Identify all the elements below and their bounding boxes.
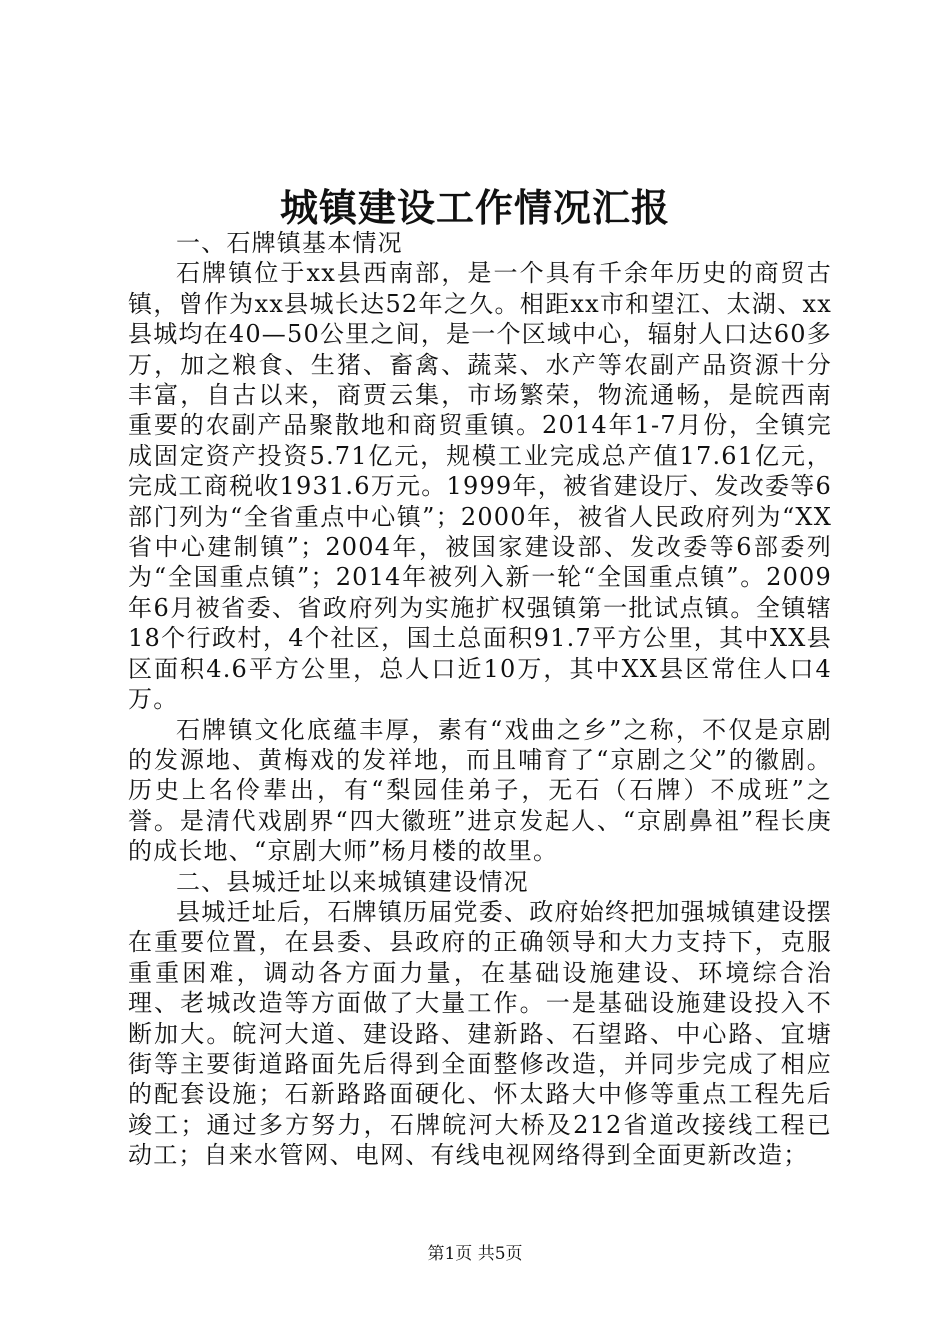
paragraph: 县城迁址后，石牌镇历届党委、政府始终把加强城镇建设摆在重要位置，在县委、县政府的正确领导和大力支持下，克服重重困难，调动各方面力量，在基础设施建设、环境综合治理、老城改造等方面做了大量工作。一是基础设施建设投入不断加大。皖河大道、建设路、建新路、石望路、中心路、宜塘街等主要街道路面先后得到全面整修改造，并同步完成了相应的配套设施；石新路路面硬化、怀太路大中修等重点工程先后竣工；通过多方努力，石牌皖河大桥及212省道改接线工程已动工；自来水管网、电网、有线电视网络得到全面更新改造； xyxy=(128,897,832,1170)
paragraph: 石牌镇文化底蕴丰厚，素有“戏曲之乡”之称，不仅是京剧的发源地、黄梅戏的发祥地，而且哺育了“京剧之父”的徽剧。历史上名伶辈出，有“梨园佳弟子，无石（石牌）不成班”之誉。是清代戏剧界“四大徽班”进京发起人、“京剧鼻祖”程长庚的成长地、“京剧大师”杨月楼的故里。 xyxy=(128,715,832,866)
section-heading: 二、县城迁址以来城镇建设情况 xyxy=(176,867,529,896)
section-heading: 一、石牌镇基本情况 xyxy=(176,229,403,257)
paragraph: 石牌镇位于xx县西南部，是一个具有千余年历史的商贸古镇，曾作为xx县城长达52年之久。相距xx市和望江、太湖、xx县城均在40—50公里之间，是一个区域中心，辐射人口达60多万，加之粮食、生猪、畜禽、蔬菜、水产等农副产品资源十分丰富，自古以来，商贾云集，市场繁荣，物流通畅，是皖西南重要的农副产品聚散地和商贸重镇。2014年1-7月份，全镇完成固定资产投资5.71亿元，规模工业完成总产值17.61亿元，完成工商税收1931.6万元。1999年，被省建设厅、发改委等6部门列为“全省重点中心镇”；2000年，被省人民政府列为“XX省中心建制镇”；2004年，被国家建设部、发改委等6部委列为“全国重点镇”；2014年被列入新一轮“全国重点镇”。2009年6月被省委、省政府列为实施扩权强镇第一批试点镇。全镇辖18个行政村，4个社区，国土总面积91.7平方公里，其中XX县区面积4.6平方公里，总人口近10万，其中XX县区常住人口4万。 xyxy=(128,259,832,714)
page-footer: 第1页 共5页 xyxy=(427,1244,523,1264)
document-title: 城镇建设工作情况汇报 xyxy=(279,185,670,230)
document-body xyxy=(128,228,832,1171)
